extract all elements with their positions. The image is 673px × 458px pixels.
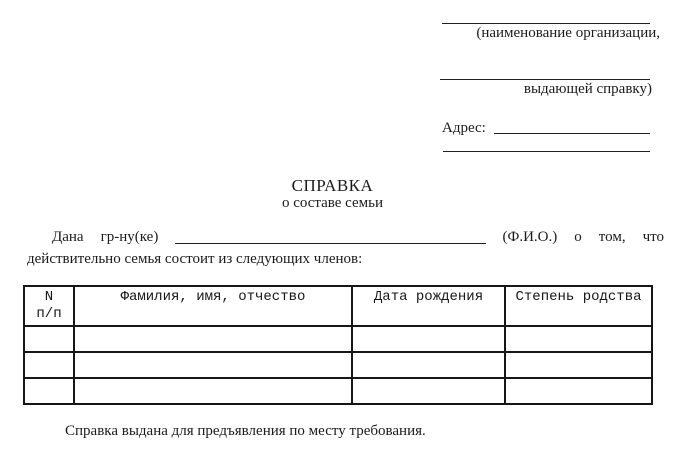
address-label: Адрес: — [442, 120, 486, 136]
table-cell — [74, 326, 352, 352]
table-cell — [352, 352, 505, 378]
table-row — [24, 326, 652, 352]
family-table-header — [24, 286, 652, 326]
org-name-blank-line — [442, 14, 650, 24]
statement-word-tom: том, — [598, 229, 626, 245]
table-cell — [505, 326, 652, 352]
header-cell-fullname: Фамилия, имя, отчество — [74, 286, 352, 326]
statement-line2: действительно семья состоит из следующих членов: — [27, 251, 363, 267]
fio-blank-line — [175, 232, 485, 244]
table-row — [24, 378, 652, 404]
header-cell-birthdate: Дата рождения — [352, 286, 505, 326]
title-block — [0, 176, 665, 212]
fio-label: (Ф.И.О.) — [502, 229, 558, 245]
statement-word-o: о — [574, 229, 582, 245]
org-caption-line1: (наименование организации, — [476, 25, 660, 41]
table-cell — [505, 378, 652, 404]
document-subtitle: о составе семьи — [281, 195, 384, 211]
org-name-blank-line-2 — [440, 43, 650, 80]
org-header-block — [435, 14, 660, 152]
org-caption-line2: выдающей справку) — [523, 81, 652, 97]
table-header-row — [24, 286, 652, 326]
family-members-table — [23, 285, 653, 405]
table-cell — [352, 326, 505, 352]
table-cell — [24, 378, 74, 404]
table-cell — [505, 352, 652, 378]
statement-paragraph — [27, 229, 664, 269]
statement-word-citizen: гр-ну(ке) — [100, 229, 159, 245]
table-cell — [24, 352, 74, 378]
address-blank-line-2 — [443, 136, 650, 152]
family-table-body — [24, 326, 652, 404]
table-cell — [74, 378, 352, 404]
header-cell-relation: Степень родства — [505, 286, 652, 326]
header-number-line2: п/п — [36, 306, 62, 322]
address-blank-line — [494, 133, 650, 134]
statement-line1 — [27, 229, 664, 246]
document-title: СПРАВКА — [291, 176, 374, 195]
issued-for-note: Справка выдана для предъявления по месту требования. — [65, 423, 426, 439]
table-cell — [352, 378, 505, 404]
table-row — [24, 352, 652, 378]
statement-word-chto: что — [642, 229, 664, 245]
table-cell — [24, 326, 74, 352]
address-row — [435, 120, 660, 136]
table-cell — [74, 352, 352, 378]
statement-word-dana: Дана — [52, 229, 84, 245]
header-number-line1: N — [44, 289, 54, 305]
header-cell-number — [24, 286, 74, 326]
